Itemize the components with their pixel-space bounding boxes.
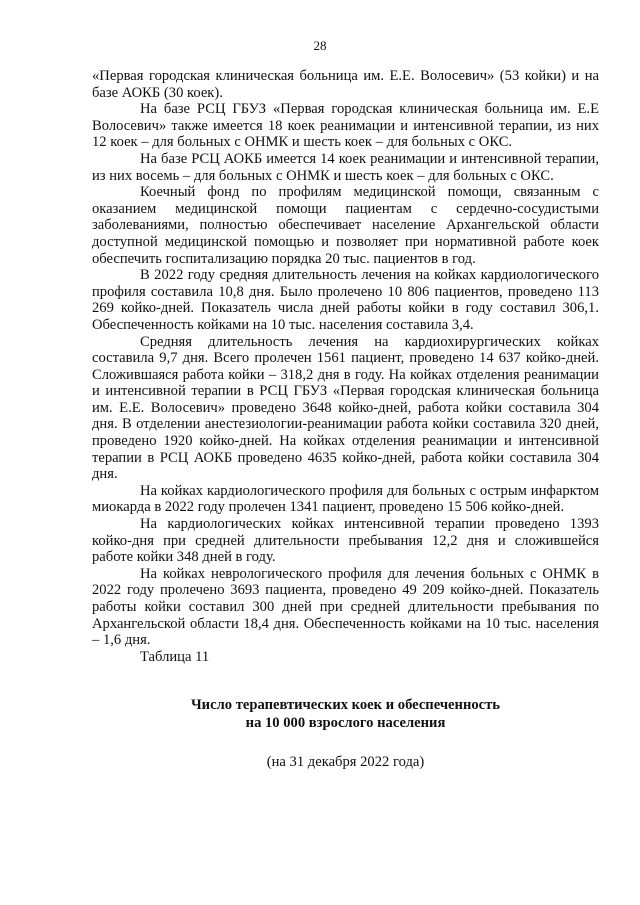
page-number: 28 [313,38,327,53]
table-label: Таблица 11 [140,648,210,665]
paragraph-1: «Первая городская клиническая больница им. Е.Е. Волосевич» (53 койки) и на базе АОКБ (30 коек). [92,68,599,101]
paragraph-9: На койках неврологического профиля для лечения больных с ОНМК в 2022 году пролечено 3693 пациента, проведено 49 209 койко-дней. Показатель работы койки составил 300 дней при средней длительности пребывания по Архангельской области 18,4 дня. Обеспеченность койками на 10 тыс. населения – 1,6 дня. [92,565,599,649]
table-date: (на 31 декабря 2022 года) [266,754,425,771]
document-body [92,68,599,771]
table-title [92,697,599,732]
table-title-line-1: Число терапевтических коек и обеспеченность [190,697,501,714]
paragraph-7: На койках кардиологического профиля для больных с острым инфарктом миокарда в 2022 году пролечен 1341 пациент, проведено 15 506 койко-дней. [92,482,599,516]
paragraph-8: На кардиологических койках интенсивной терапии проведено 1393 койко-дня при средней длительности пребывания 12,2 дня и сложившейся работе койки 348 дней в году. [92,516,599,566]
paragraph-5: В 2022 году средняя длительность лечения на койках кардиологического профиля составила 10,8 дня. Было пролечено 10 806 пациентов, проведено 113 269 койко-дней. Показатель числа дней работы койки в году составил 306,1. Обеспеченность койками на 10 тыс. населения составила 3,4. [92,267,599,333]
paragraph-6: Средняя длительность лечения на кардиохирургических койках составила 9,7 дня. Всего пролечен 1561 пациент, проведено 14 637 койко-дней. Сложившаяся работа койки – 318,2 дня в году. На койках отделения реанимации и интенсивной терапии в РСЦ ГБУЗ «Первая городская клиническая больница им. Е.Е. Волосевич» проведено 3648 койко-дней, работа койки составила 304 дня. В отделении анестезиологии-реанимации работа койки составила 320 дней, проведено 1920 койко-дней. На койках отделения реанимации и интенсивной терапии в РСЦ АОКБ проведено 4635 койко-дней, работа койки составила 304 дня. [92,333,599,483]
table-title-line-2: на 10 000 взрослого населения [245,714,446,731]
paragraph-2: На базе РСЦ ГБУЗ «Первая городская клиническая больница им. Е.Е Волосевич» также имеется 18 коек реанимации и интенсивной терапии, из них 12 коек – для больных с ОНМК и шесть коек – для больных с ОКС. [92,101,599,151]
paragraph-3: На базе РСЦ АОКБ имеется 14 коек реанимации и интенсивной терапии, из них восемь – для больных с ОНМК и шесть коек – для больных с ОКС. [92,150,599,184]
paragraph-4: Коечный фонд по профилям медицинской помощи, связанным с оказанием медицинской помощи пациентам с сердечно-сосудистыми заболеваниями, полностью обеспечивает население Архангельской области доступной медицинской помощью и позволяет при нормативной работе коек обеспечить госпитализацию порядка 20 тыс. пациентов в год. [92,184,599,267]
